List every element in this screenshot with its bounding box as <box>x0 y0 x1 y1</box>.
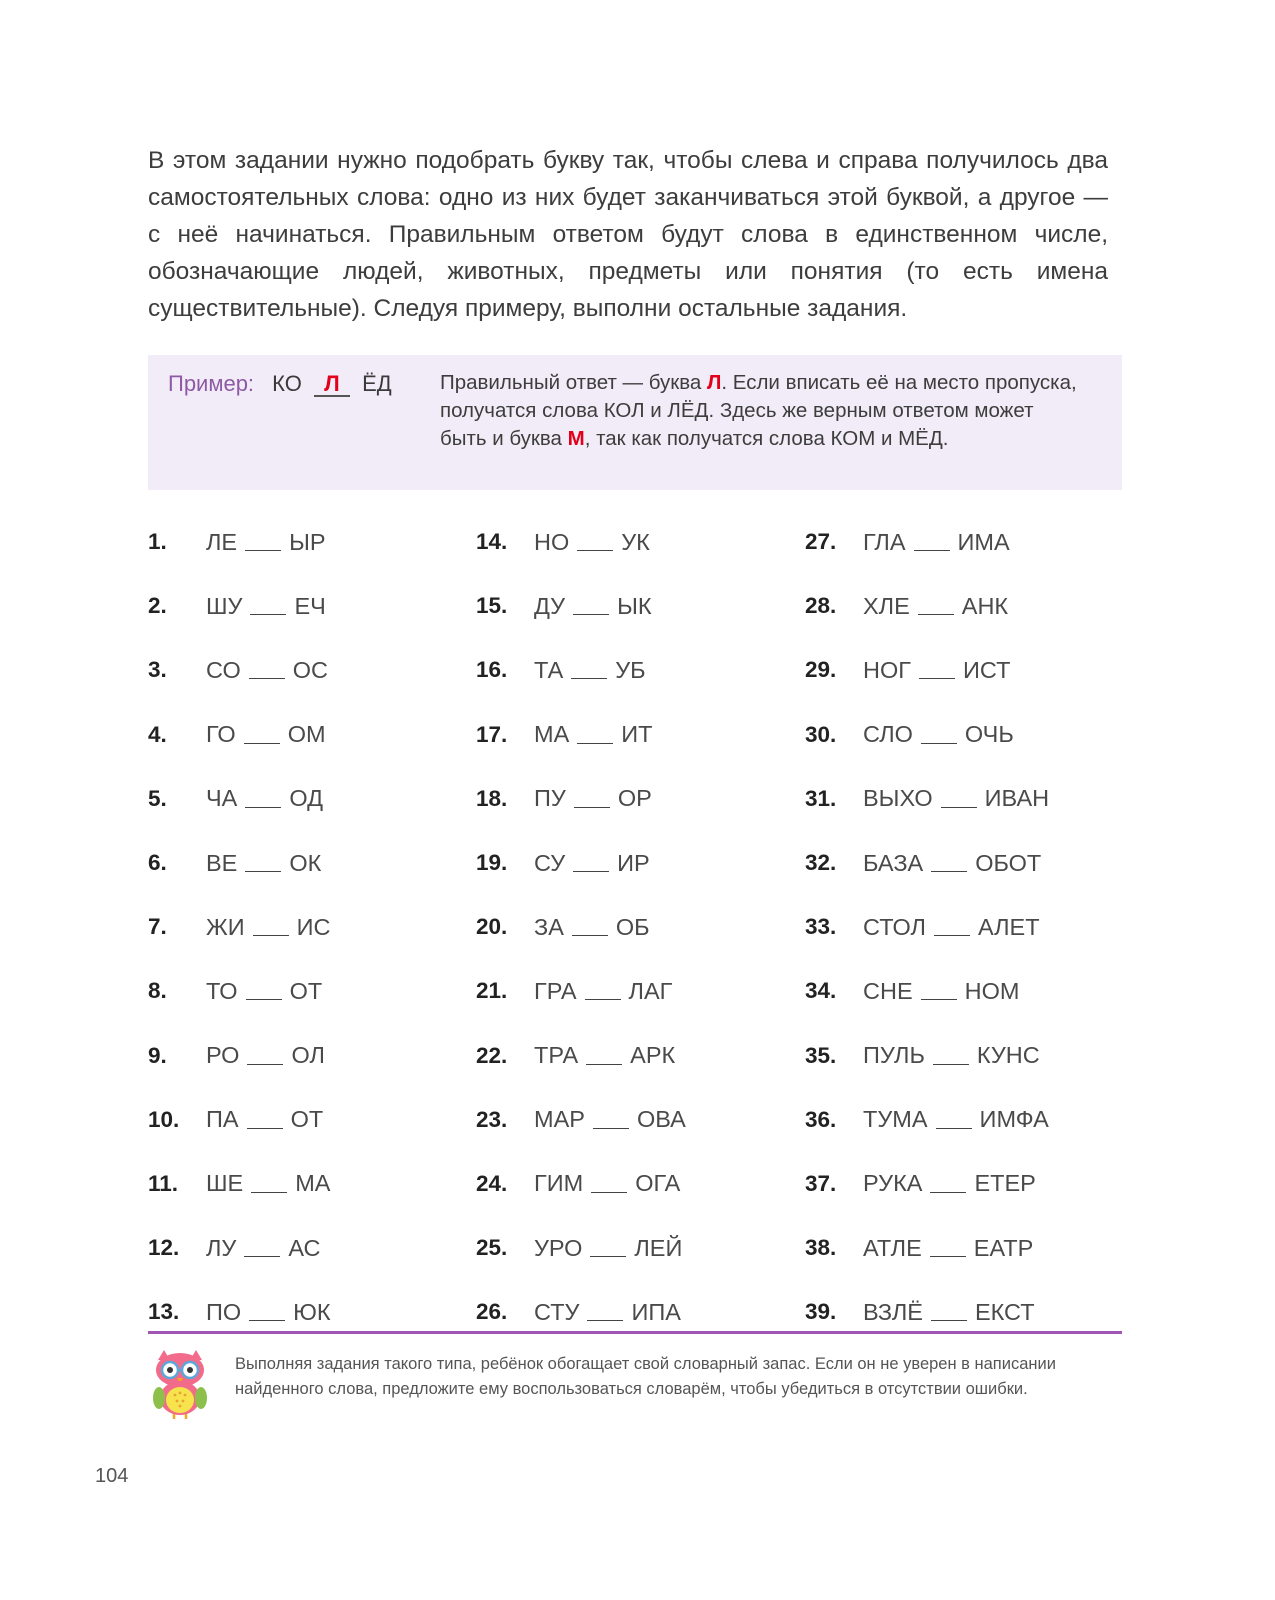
task-item <box>476 574 686 638</box>
task-item <box>805 1280 1049 1344</box>
task-right-part: ОБ <box>615 913 650 940</box>
task-left-part: ТО <box>206 977 238 1004</box>
task-number: 1. <box>148 529 167 555</box>
task-number: 32. <box>805 850 837 876</box>
tasks-column-3 <box>805 510 1049 1344</box>
task-left-part: СНЕ <box>863 977 913 1004</box>
task-number: 3. <box>148 657 167 683</box>
task-right-part: ЕЧ <box>294 592 326 619</box>
tasks-column-1 <box>148 510 331 1344</box>
task-blank[interactable] <box>919 661 955 679</box>
task-item <box>148 574 331 638</box>
task-left-part: РУКА <box>863 1170 923 1197</box>
task-number: 28. <box>805 593 837 619</box>
task-blank[interactable] <box>921 982 957 1000</box>
task-left-part: ВЫХО <box>863 785 933 812</box>
task-number: 7. <box>148 914 167 940</box>
parent-note <box>235 1352 1115 1402</box>
task-item <box>805 959 1049 1023</box>
task-left-part: ЖИ <box>206 913 245 940</box>
task-item <box>148 510 331 574</box>
task-left-part: ТРА <box>534 1042 579 1069</box>
task-item <box>476 638 686 702</box>
task-number: 5. <box>148 785 167 811</box>
task-item <box>476 1152 686 1216</box>
example-answer: Л <box>314 373 350 397</box>
task-item <box>805 1024 1049 1088</box>
task-number: 35. <box>805 1042 837 1068</box>
page-number: 104 <box>95 1465 129 1487</box>
task-blank[interactable] <box>577 726 613 744</box>
task-number: 30. <box>805 721 837 747</box>
task-left-part: СТУ <box>534 1298 580 1325</box>
task-blank[interactable] <box>249 1303 285 1321</box>
intro-text <box>148 142 1108 327</box>
task-number: 12. <box>148 1235 180 1261</box>
task-right-part: ИС <box>296 913 331 940</box>
example-explanation <box>440 369 1080 453</box>
task-blank[interactable] <box>573 854 609 872</box>
task-left-part: УРО <box>534 1234 583 1261</box>
task-right-part: ЕТЕР <box>974 1170 1036 1197</box>
task-right-part: ОД <box>289 785 324 812</box>
task-number: 27. <box>805 529 837 555</box>
task-item <box>805 831 1049 895</box>
task-blank[interactable] <box>251 1175 287 1193</box>
task-number: 6. <box>148 850 167 876</box>
task-blank[interactable] <box>585 982 621 1000</box>
explanation-part-1: Правильный ответ — буква <box>440 371 707 394</box>
task-number: 4. <box>148 721 167 747</box>
task-left-part: НО <box>534 528 570 555</box>
task-right-part: ЮК <box>293 1298 331 1325</box>
task-number: 11. <box>148 1170 179 1196</box>
task-left-part: ГРА <box>534 977 577 1004</box>
task-item <box>476 831 686 895</box>
task-right-part: ОБОТ <box>975 849 1042 876</box>
task-blank[interactable] <box>245 790 281 808</box>
task-right-part: ЕАТР <box>973 1234 1034 1261</box>
parent-note-text: Выполняя задания такого типа, ребёнок обогащает свой словарный запас. Если он не уверен в написании найденного слова, предложите ему воспользоваться словарём, чтобы убедиться в отсутствии ошибки. <box>235 1355 1056 1398</box>
task-left-part: ТА <box>534 656 564 683</box>
task-item <box>476 1024 686 1088</box>
task-left-part: СТОЛ <box>863 913 926 940</box>
task-number: 37. <box>805 1170 837 1196</box>
task-number: 14. <box>476 529 508 555</box>
task-left-part: БАЗА <box>863 849 924 876</box>
task-left-part: ШЕ <box>206 1170 244 1197</box>
task-number: 19. <box>476 850 508 876</box>
task-left-part: ПУЛЬ <box>863 1042 925 1069</box>
task-blank[interactable] <box>591 1175 627 1193</box>
task-number: 25. <box>476 1235 508 1261</box>
task-blank[interactable] <box>590 1239 626 1257</box>
task-right-part: ОГА <box>635 1170 681 1197</box>
task-right-part: ОЛ <box>291 1042 325 1069</box>
task-right-part: ЛАГ <box>628 977 673 1004</box>
task-item <box>805 638 1049 702</box>
task-right-part: ОВА <box>636 1106 686 1133</box>
task-blank[interactable] <box>577 533 613 551</box>
task-left-part: АТЛЕ <box>863 1234 922 1261</box>
task-right-part: ОР <box>617 785 652 812</box>
task-item <box>148 703 331 767</box>
explanation-letter-2: М <box>567 427 585 450</box>
example-right-part: ЁД <box>362 371 392 396</box>
task-blank[interactable] <box>593 1111 629 1129</box>
task-left-part: ДУ <box>534 592 566 619</box>
task-right-part: АРК <box>630 1042 676 1069</box>
task-blank[interactable] <box>247 1111 283 1129</box>
task-left-part: МА <box>534 721 570 748</box>
example-task <box>168 369 392 399</box>
task-item <box>148 1280 331 1344</box>
task-number: 31. <box>805 785 837 811</box>
task-item <box>476 703 686 767</box>
task-blank[interactable] <box>253 918 289 936</box>
task-item <box>148 638 331 702</box>
task-item <box>805 1216 1049 1280</box>
task-right-part: УК <box>621 528 650 555</box>
task-right-part: ЛЕЙ <box>634 1234 683 1261</box>
task-left-part: ЗА <box>534 913 564 940</box>
task-right-part: ОМ <box>287 721 326 748</box>
task-right-part: ЫР <box>289 528 326 555</box>
task-number: 23. <box>476 1106 508 1132</box>
task-blank[interactable] <box>250 597 286 615</box>
task-number: 33. <box>805 914 837 940</box>
task-right-part: АС <box>288 1234 321 1261</box>
task-item <box>148 1152 331 1216</box>
task-right-part: АНК <box>961 592 1009 619</box>
task-number: 21. <box>476 978 508 1004</box>
task-number: 26. <box>476 1299 508 1325</box>
task-item <box>805 510 1049 574</box>
task-right-part: ИР <box>617 849 650 876</box>
task-left-part: ВЗЛЁ <box>863 1298 923 1325</box>
task-item <box>476 1216 686 1280</box>
task-right-part: ЫК <box>617 592 652 619</box>
task-item <box>805 1088 1049 1152</box>
task-item <box>476 959 686 1023</box>
task-left-part: СЛО <box>863 721 913 748</box>
task-item <box>148 895 331 959</box>
task-item <box>476 1088 686 1152</box>
owl-icon <box>150 1348 210 1420</box>
task-blank[interactable] <box>936 1111 972 1129</box>
task-left-part: ГЛА <box>863 528 906 555</box>
task-number: 18. <box>476 785 508 811</box>
task-blank[interactable] <box>930 1175 966 1193</box>
task-blank[interactable] <box>245 854 281 872</box>
task-item <box>148 767 331 831</box>
task-left-part: ЧА <box>206 785 238 812</box>
task-left-part: МАР <box>534 1106 585 1133</box>
task-number: 15. <box>476 593 508 619</box>
task-blank[interactable] <box>249 661 285 679</box>
task-item <box>476 510 686 574</box>
explanation-part-2: . Если вписать её на место пропуска, получатся слова КОЛ и ЛЁД. Здесь же верным ответом может быть и буква <box>440 371 1077 450</box>
task-blank[interactable] <box>931 1303 967 1321</box>
task-blank[interactable] <box>586 1047 622 1065</box>
task-right-part: ЕКСТ <box>974 1298 1035 1325</box>
task-right-part: НОМ <box>964 977 1020 1004</box>
task-right-part: МА <box>295 1170 331 1197</box>
task-blank[interactable] <box>574 790 610 808</box>
task-number: 24. <box>476 1170 508 1196</box>
task-left-part: ПУ <box>534 785 566 812</box>
task-blank[interactable] <box>244 1239 280 1257</box>
task-item <box>476 895 686 959</box>
task-blank[interactable] <box>930 1239 966 1257</box>
task-left-part: ЛУ <box>206 1234 237 1261</box>
task-item <box>148 959 331 1023</box>
task-blank[interactable] <box>587 1303 623 1321</box>
task-right-part: ОС <box>292 656 328 683</box>
explanation-letter-1: Л <box>707 371 722 394</box>
task-left-part: ШУ <box>206 592 243 619</box>
task-item <box>805 767 1049 831</box>
task-number: 39. <box>805 1299 837 1325</box>
task-left-part: ЛЕ <box>206 528 238 555</box>
task-blank[interactable] <box>246 982 282 1000</box>
task-blank[interactable] <box>921 726 957 744</box>
task-item <box>148 831 331 895</box>
task-blank[interactable] <box>245 533 281 551</box>
intro-paragraph: В этом задании нужно подобрать букву так, чтобы слева и справа получилось два самостоятельных слова: одно из них будет заканчиваться этой буквой, а другое — с неё начинаться. Правильным ответом будут слова в единственном числе, обозначающие людей, животных, предметы или понятия (то есть имена существительные). Следуя примеру, выполни остальные задания. <box>148 147 1108 322</box>
task-right-part: ИМФА <box>979 1106 1049 1133</box>
task-right-part: ИМА <box>957 528 1010 555</box>
task-left-part: ХЛЕ <box>863 592 910 619</box>
task-number: 38. <box>805 1235 837 1261</box>
task-blank[interactable] <box>931 854 967 872</box>
task-item <box>805 703 1049 767</box>
task-left-part: НОГ <box>863 656 911 683</box>
task-right-part: ИВАН <box>984 785 1050 812</box>
task-right-part: ОТ <box>290 1106 324 1133</box>
example-label: Пример: <box>168 371 255 396</box>
task-blank[interactable] <box>914 533 950 551</box>
task-number: 13. <box>148 1299 180 1325</box>
task-item <box>805 574 1049 638</box>
task-right-part: ОТ <box>289 977 323 1004</box>
task-right-part: ИПА <box>631 1298 681 1325</box>
task-right-part: ИТ <box>621 721 653 748</box>
task-item <box>148 1024 331 1088</box>
task-number: 34. <box>805 978 837 1004</box>
task-number: 8. <box>148 978 167 1004</box>
task-right-part: УБ <box>615 656 646 683</box>
task-left-part: ГИМ <box>534 1170 584 1197</box>
task-number: 17. <box>476 721 508 747</box>
task-left-part: СО <box>206 656 241 683</box>
task-blank[interactable] <box>571 661 607 679</box>
task-item <box>148 1216 331 1280</box>
task-blank[interactable] <box>933 1047 969 1065</box>
task-number: 2. <box>148 593 167 619</box>
tasks-column-2 <box>476 510 686 1344</box>
task-right-part: АЛЕТ <box>977 913 1040 940</box>
task-number: 9. <box>148 1042 167 1068</box>
task-item <box>476 1280 686 1344</box>
task-left-part: РО <box>206 1042 240 1069</box>
task-number: 36. <box>805 1106 837 1132</box>
task-blank[interactable] <box>244 726 280 744</box>
task-left-part: ПА <box>206 1106 239 1133</box>
task-number: 22. <box>476 1042 508 1068</box>
task-left-part: ПО <box>206 1298 242 1325</box>
task-right-part: КУНС <box>976 1042 1040 1069</box>
example-box <box>148 355 1122 490</box>
task-blank[interactable] <box>573 597 609 615</box>
task-blank[interactable] <box>941 790 977 808</box>
task-number: 16. <box>476 657 508 683</box>
task-right-part: ОЧЬ <box>964 721 1014 748</box>
task-item <box>476 767 686 831</box>
task-left-part: СУ <box>534 849 566 876</box>
task-item <box>148 1088 331 1152</box>
task-left-part: ГО <box>206 721 236 748</box>
task-number: 10. <box>148 1106 180 1132</box>
task-number: 29. <box>805 657 837 683</box>
task-right-part: ИСТ <box>962 656 1011 683</box>
task-blank[interactable] <box>918 597 954 615</box>
task-left-part: ТУМА <box>863 1106 928 1133</box>
task-blank[interactable] <box>934 918 970 936</box>
section-divider <box>148 1331 1122 1334</box>
explanation-part-3: , так как получатся слова КОМ и МЁД. <box>584 427 949 450</box>
task-number: 20. <box>476 914 508 940</box>
task-right-part: ОК <box>289 849 322 876</box>
task-item <box>805 1152 1049 1216</box>
example-left-part: КО <box>272 371 302 396</box>
task-item <box>805 895 1049 959</box>
task-blank[interactable] <box>572 918 608 936</box>
task-left-part: ВЕ <box>206 849 238 876</box>
task-blank[interactable] <box>247 1047 283 1065</box>
